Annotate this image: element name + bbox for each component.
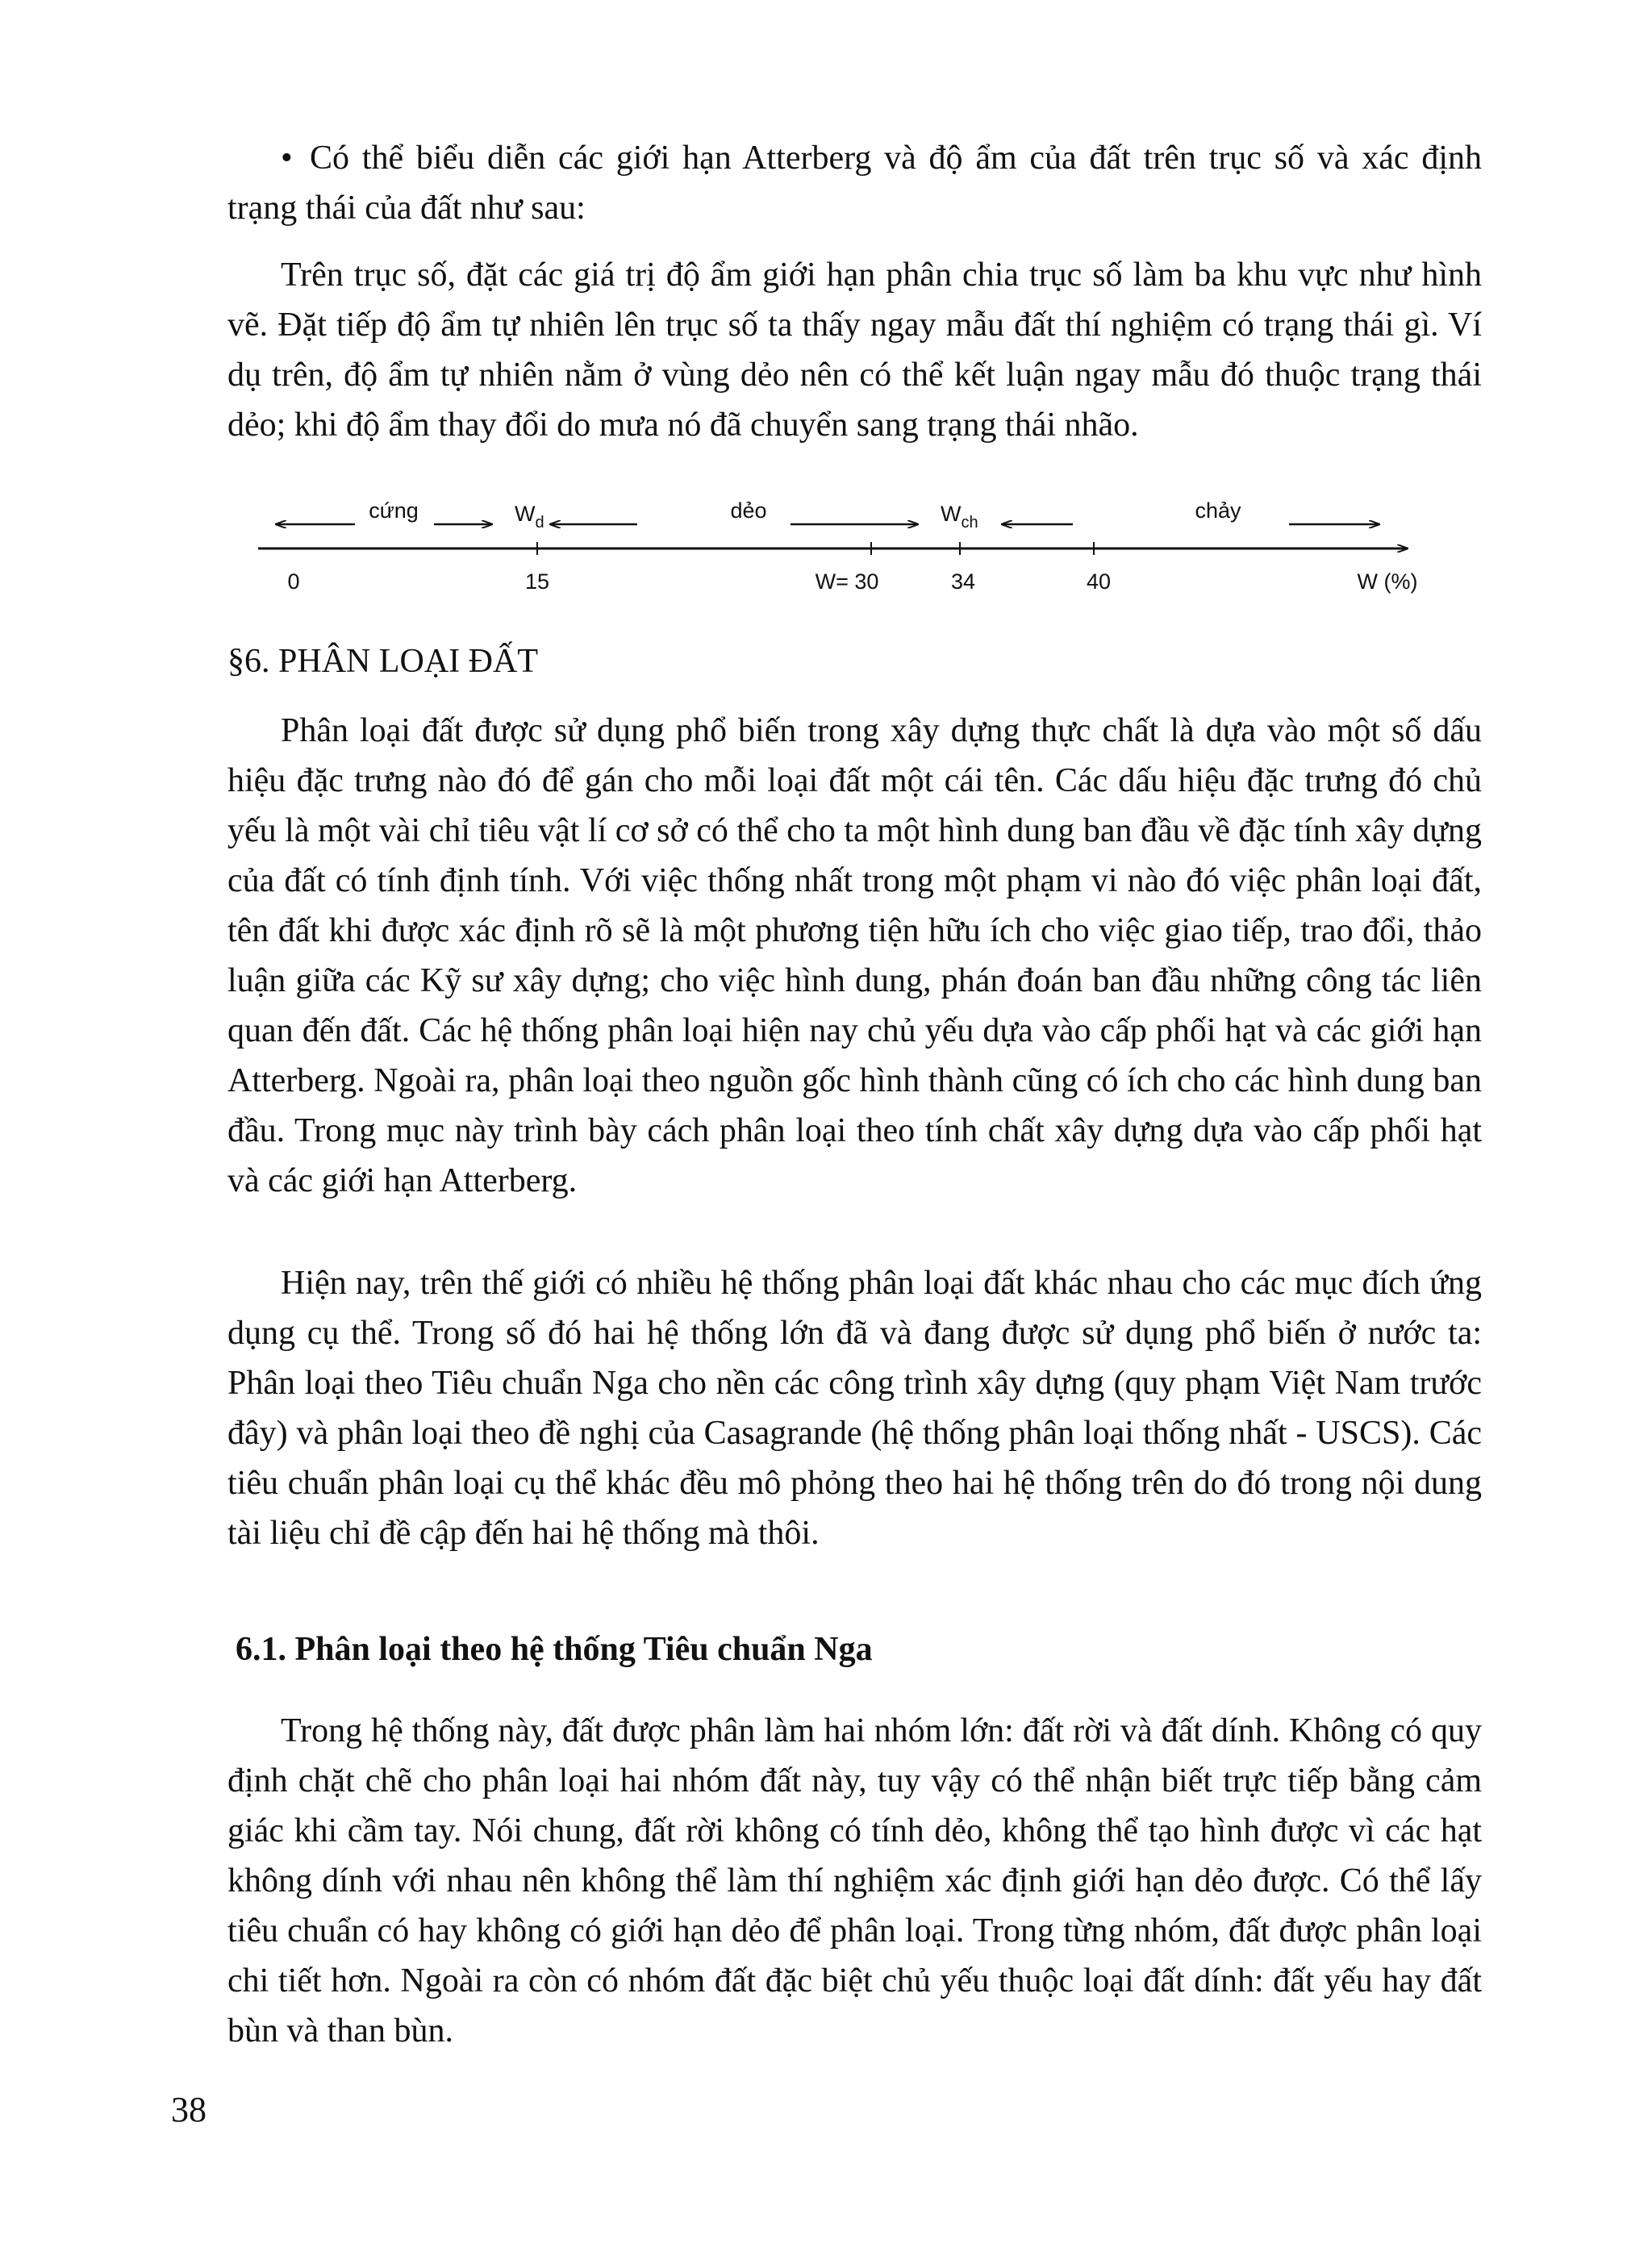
bullet-paragraph	[227, 133, 1482, 233]
wd-main: W	[515, 502, 536, 526]
bullet-mark: •	[281, 140, 293, 177]
tick-label-0: 0	[287, 569, 300, 594]
intro-paragraph: Trên trục số, đặt các giá trị độ ẩm giới hạn phân chia trục số làm ba khu vực như hình vẽ. Đặt tiếp độ ẩm tự nhiên lên trục số ta thấy ngay mẫu đất thí nghiệm có trạng thái gì. Ví dụ trên, độ ẩm tự nhiên nằm ở vùng dẻo nên có thể kết luận ngay mẫu đó thuộc trạng thái dẻo; khi độ ẩm thay đổi do mưa nó đã chuyển sang trạng thái nhão.	[227, 256, 1482, 444]
wch-sub: ch	[961, 514, 978, 532]
wd-sub: d	[535, 514, 544, 532]
page-number: 38	[171, 2090, 206, 2129]
axis-unit-label: W (%)	[1357, 569, 1418, 594]
section-heading: §6. PHÂN LOẠI ĐẤT	[227, 643, 538, 680]
subsection-heading: 6.1. Phân loại theo hệ thống Tiêu chuẩn Nga	[236, 1631, 873, 1668]
classification-paragraph: Phân loại đất được sử dụng phổ biến trong xây dựng thực chất là dựa vào một số dấu hiệu đặc trưng nào đó để gán cho mỗi loại đất một cái tên. Các dấu hiệu đặc trưng đó chủ yếu là một vài chỉ tiêu vật lí cơ sở có thể cho ta một hình dung ban đầu về đặc tính xây dựng của đất có tính định tính. Với việc thống nhất trong một phạm vi nào đó việc phân loại đất, tên đất khi được xác định rõ sẽ là một phương tiện hữu ích cho việc giao tiếp, trao đổi, thảo luận giữa các Kỹ sư xây dựng; cho việc hình dung, phán đoán ban đầu những công tác liên quan đến đất. Các hệ thống phân loại hiện nay chủ yếu dựa vào cấp phối hạt và các giới hạn Atterberg. Ngoài ra, phân loại theo nguồn gốc hình thành cũng có ích cho các hình dung ban đầu. Trong mục này trình bày cách phân loại theo tính chất xây dựng dựa vào cấp phối hạt và các giới hạn Atterberg.	[227, 712, 1482, 1199]
wd-label	[515, 502, 544, 532]
atterberg-axis-figure	[258, 484, 1436, 597]
russian-system-paragraph: Trong hệ thống này, đất được phân làm hai nhóm lớn: đất rời và đất dính. Không có quy định chặt chẽ cho phân loại hai nhóm đất này, tuy vậy có thể nhận biết trực tiếp bằng cảm giác khi cầm tay. Nói chung, đất rời không có tính dẻo, không thể tạo hình được vì các hạt không dính với nhau nên không thể làm thí nghiệm xác định giới hạn dẻo được. Có thể lấy tiêu chuẩn có hay không có giới hạn dẻo để phân loại. Trong từng nhóm, đất được phân loại chi tiết hơn. Ngoài ra còn có nhóm đất đặc biệt chủ yếu thuộc loại đất dính: đất yếu hay đất bùn và than bùn.	[227, 1712, 1482, 2049]
tick-label-40: 40	[1086, 569, 1112, 594]
wch-label	[941, 502, 978, 532]
tick-label-34: 34	[950, 569, 976, 594]
zone-stiff-label: cứng	[369, 498, 419, 523]
zone-liquid-label: chảy	[1195, 498, 1241, 523]
systems-paragraph: Hiện nay, trên thế giới có nhiều hệ thống phân loại đất khác nhau cho các mục đích ứng dụng cụ thể. Trong số đó hai hệ thống lớn đã và đang được sử dụng phổ biến ở nước ta: Phân loại theo Tiêu chuẩn Nga cho nền các công trình xây dựng (quy phạm Việt Nam trước đây) và phân loại theo đề nghị của Casagrande (hệ thống phân loại thống nhất - USCS). Các tiêu chuẩn phân loại cụ thể khác đều mô phỏng theo hai hệ thống trên do đó trong nội dung tài liệu chỉ đề cập đến hai hệ thống mà thôi.	[227, 1265, 1482, 1552]
zone-plastic-label: dẻo	[730, 498, 767, 523]
bullet-text: Có thể biểu diễn các giới hạn Atterberg và độ ẩm của đất trên trục số và xác định trạng thái của đất như sau:	[227, 140, 1482, 227]
tick-label-natural-moisture: W= 30	[815, 569, 879, 594]
tick-label-15: 15	[524, 569, 550, 594]
wch-main: W	[941, 502, 962, 526]
